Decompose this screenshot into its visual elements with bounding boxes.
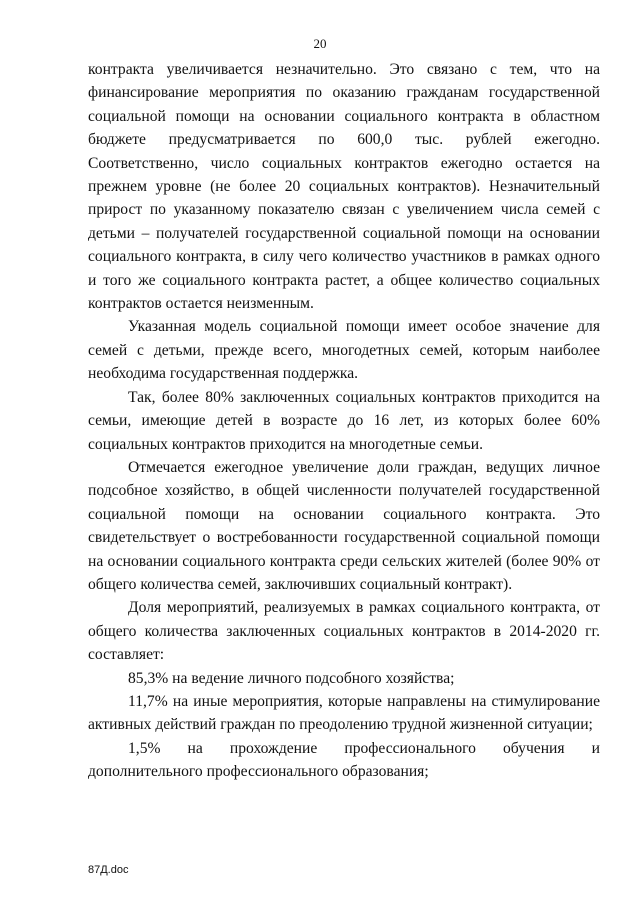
paragraph-social-model: Указанная модель социальной помощи имеет особое значение для семей с детьми, прежде всего, многодетных семей, которым наиболее необходима государственная поддержка. xyxy=(88,318,600,383)
footer-filename: 87Д.doc xyxy=(88,864,129,876)
document-body xyxy=(88,58,600,784)
list-item-household: 85,3% на ведение личного подсобного хозяйства; xyxy=(128,669,455,687)
list-item-training: 1,5% на прохождение профессионального обучения и дополнительного профессионального образования; xyxy=(88,739,600,781)
paragraph-measures-share: Доля мероприятий, реализуемых в рамках социального контракта, от общего количества заключенных социальных контрактов в 2014-2020 гг. составляет: xyxy=(88,599,600,664)
paragraph-continuation: контракта увеличивается незначительно. Это связано с тем, что на финансирование мероприятия по оказанию гражданам государственной социальной помощи на основании социального контракта в областном бюджете предусматривается по 600,0 тыс. рублей ежегодно. Соответственно, число социальных контрактов ежегодно остается на прежнем уровне (не более 20 социальных контрактов). Незначительный прирост по указанному показателю связан с увеличением числа семей с детьми – получателей государственной социальной помощи на основании социального контракта, в силу чего количество участников в рамках одного и того же социального контракта растет, а общее количество социальных контрактов остается неизменным. xyxy=(88,61,600,313)
paragraph-families-share: Так, более 80% заключенных социальных контрактов приходится на семьи, имеющие детей в возрасте до 16 лет, из которых более 60% социальных контрактов приходится на многодетные семьи. xyxy=(88,388,600,453)
paragraph-household-farming: Отмечается ежегодное увеличение доли граждан, ведущих личное подсобное хозяйство, в общей численности получателей государственной социальной помощи на основании социального контракта. Это свидетельствует о востребованности государственной социальной помощи на основании социального контракта среди сельских жителей (более 90% от общего количества семей, заключивших социальный контракт). xyxy=(88,458,600,593)
page-number: 20 xyxy=(313,36,327,51)
list-item-other-measures: 11,7% на иные мероприятия, которые направлены на стимулирование активных действий граждан по преодолению трудной жизненной ситуации; xyxy=(88,692,600,734)
